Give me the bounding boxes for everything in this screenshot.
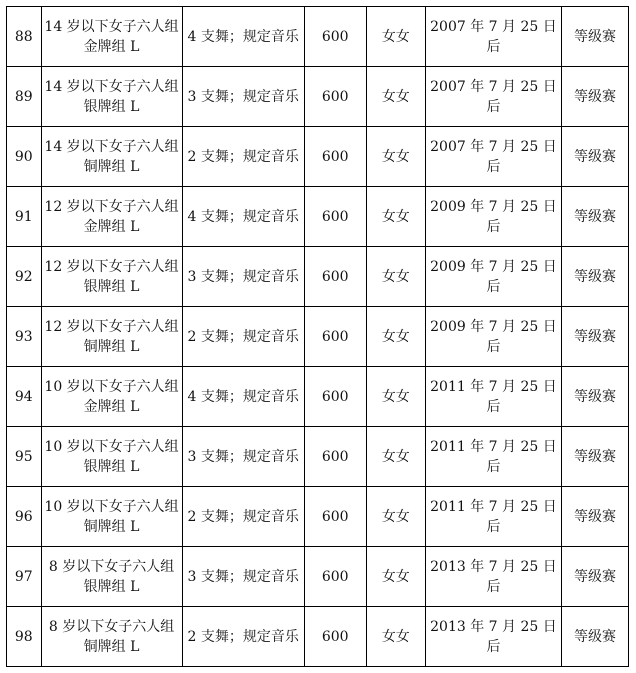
group-name-line2: 金牌组 L [83,398,140,415]
dances-cell: 2 支舞；规定音乐 [182,127,304,187]
table-row [7,487,629,547]
row-number: 92 [7,247,42,307]
fee-cell: 600 [304,547,366,607]
birth-date-cell: 2007 年 7 月 25 日后 [425,67,561,127]
fee-cell: 600 [304,247,366,307]
dances-cell: 4 支舞；规定音乐 [182,367,304,427]
group-name-line1: 10 岁以下女子六人组 [44,498,179,515]
event-table [6,6,629,667]
gender-cell: 女女 [366,247,425,307]
row-number: 97 [7,547,42,607]
birth-date-cell: 2011 年 7 月 25 日后 [425,367,561,427]
group-name-cell [41,7,182,67]
dances-cell: 3 支舞；规定音乐 [182,67,304,127]
fee-cell: 600 [304,367,366,427]
group-name-cell [41,187,182,247]
group-name-line2: 铜牌组 L [83,158,140,175]
table-row [7,247,629,307]
group-name-line1: 8 岁以下女子六人组 [48,618,175,635]
table-row [7,187,629,247]
dances-cell: 2 支舞；规定音乐 [182,487,304,547]
gender-cell: 女女 [366,427,425,487]
group-name-cell [41,487,182,547]
birth-date-cell: 2013 年 7 月 25 日后 [425,607,561,667]
gender-cell: 女女 [366,367,425,427]
birth-date-cell: 2011 年 7 月 25 日后 [425,427,561,487]
birth-date-cell: 2011 年 7 月 25 日后 [425,487,561,547]
table-row [7,67,629,127]
group-name-line2: 铜牌组 L [83,638,140,655]
group-name-line1: 12 岁以下女子六人组 [44,198,179,215]
fee-cell: 600 [304,127,366,187]
group-name-line1: 10 岁以下女子六人组 [44,438,179,455]
row-number: 98 [7,607,42,667]
fee-cell: 600 [304,307,366,367]
group-name-line1: 12 岁以下女子六人组 [44,318,179,335]
fee-cell: 600 [304,607,366,667]
row-number: 89 [7,67,42,127]
row-number: 94 [7,367,42,427]
fee-cell: 600 [304,67,366,127]
dances-cell: 2 支舞；规定音乐 [182,607,304,667]
gender-cell: 女女 [366,607,425,667]
dances-cell: 4 支舞；规定音乐 [182,187,304,247]
gender-cell: 女女 [366,187,425,247]
group-name-cell [41,367,182,427]
group-name-line1: 14 岁以下女子六人组 [44,78,179,95]
fee-cell: 600 [304,7,366,67]
group-name-line2: 银牌组 L [83,278,140,295]
competition-type-cell: 等级赛 [561,247,628,307]
dances-cell: 2 支舞；规定音乐 [182,307,304,367]
row-number: 93 [7,307,42,367]
fee-cell: 600 [304,487,366,547]
row-number: 90 [7,127,42,187]
group-name-cell [41,547,182,607]
competition-type-cell: 等级赛 [561,607,628,667]
table-row [7,547,629,607]
group-name-line1: 10 岁以下女子六人组 [44,378,179,395]
birth-date-cell: 2009 年 7 月 25 日后 [425,187,561,247]
gender-cell: 女女 [366,7,425,67]
fee-cell: 600 [304,427,366,487]
gender-cell: 女女 [366,487,425,547]
group-name-cell [41,607,182,667]
group-name-line2: 铜牌组 L [83,518,140,535]
competition-type-cell: 等级赛 [561,367,628,427]
group-name-line2: 银牌组 L [83,98,140,115]
group-name-cell [41,307,182,367]
table-row [7,427,629,487]
group-name-line2: 铜牌组 L [83,338,140,355]
group-name-line2: 银牌组 L [83,578,140,595]
birth-date-cell: 2007 年 7 月 25 日后 [425,7,561,67]
birth-date-cell: 2009 年 7 月 25 日后 [425,247,561,307]
competition-type-cell: 等级赛 [561,67,628,127]
event-table-body [7,7,629,667]
group-name-cell [41,67,182,127]
dances-cell: 4 支舞；规定音乐 [182,7,304,67]
group-name-cell [41,247,182,307]
competition-type-cell: 等级赛 [561,127,628,187]
birth-date-cell: 2013 年 7 月 25 日后 [425,547,561,607]
table-row [7,307,629,367]
table-row [7,127,629,187]
group-name-line1: 14 岁以下女子六人组 [44,138,179,155]
fee-cell: 600 [304,187,366,247]
group-name-line2: 金牌组 L [83,218,140,235]
row-number: 95 [7,427,42,487]
gender-cell: 女女 [366,547,425,607]
table-row [7,7,629,67]
table-row [7,367,629,427]
gender-cell: 女女 [366,127,425,187]
group-name-line2: 银牌组 L [83,458,140,475]
group-name-cell [41,127,182,187]
group-name-cell [41,427,182,487]
birth-date-cell: 2007 年 7 月 25 日后 [425,127,561,187]
row-number: 88 [7,7,42,67]
dances-cell: 3 支舞；规定音乐 [182,427,304,487]
competition-type-cell: 等级赛 [561,7,628,67]
dances-cell: 3 支舞；规定音乐 [182,247,304,307]
dances-cell: 3 支舞；规定音乐 [182,547,304,607]
group-name-line2: 金牌组 L [83,38,140,55]
competition-type-cell: 等级赛 [561,187,628,247]
group-name-line1: 8 岁以下女子六人组 [48,558,175,575]
group-name-line1: 14 岁以下女子六人组 [44,18,179,35]
table-row [7,607,629,667]
competition-type-cell: 等级赛 [561,427,628,487]
gender-cell: 女女 [366,307,425,367]
competition-type-cell: 等级赛 [561,547,628,607]
gender-cell: 女女 [366,67,425,127]
row-number: 96 [7,487,42,547]
group-name-line1: 12 岁以下女子六人组 [44,258,179,275]
birth-date-cell: 2009 年 7 月 25 日后 [425,307,561,367]
row-number: 91 [7,187,42,247]
competition-type-cell: 等级赛 [561,307,628,367]
competition-type-cell: 等级赛 [561,487,628,547]
